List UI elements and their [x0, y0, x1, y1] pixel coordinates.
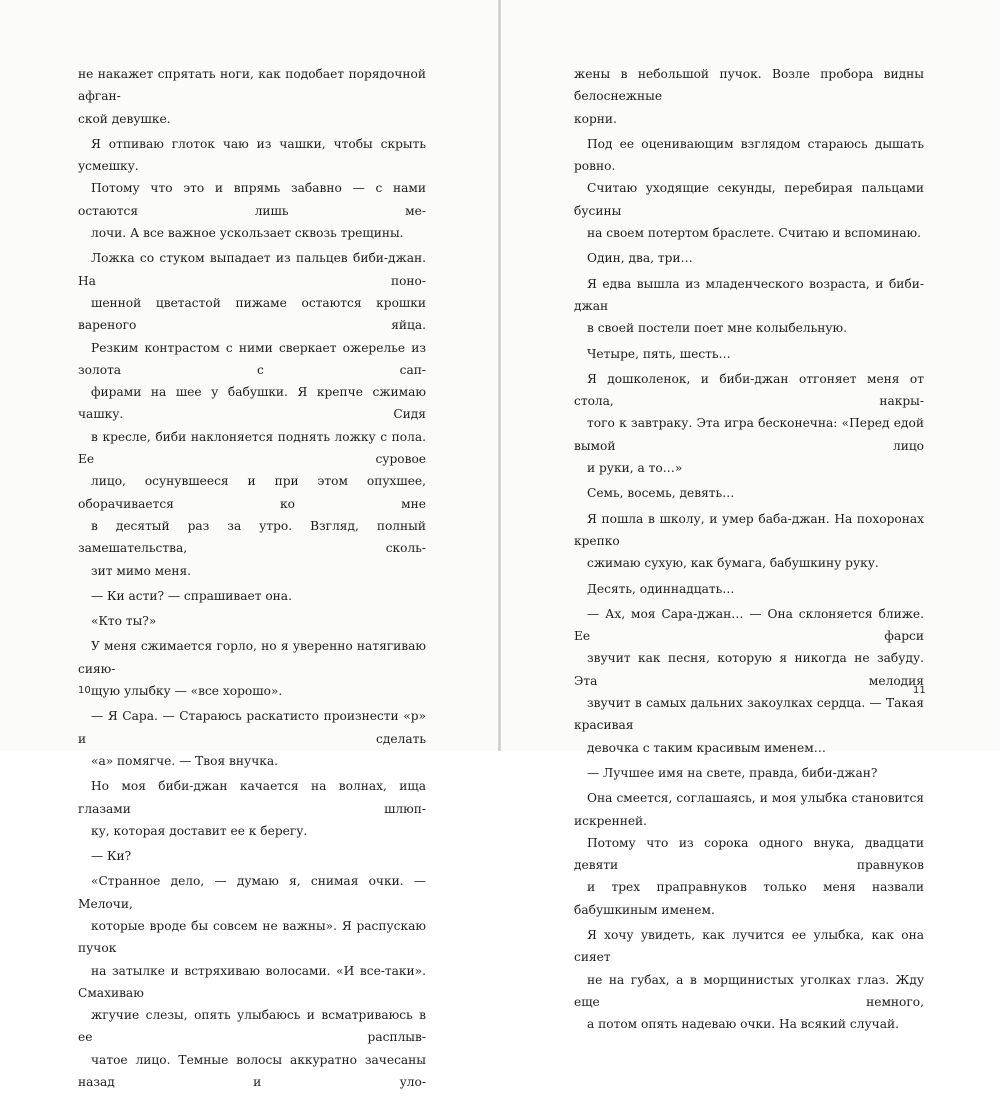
text-line: в своей постели поет мне колыбельную. [587, 321, 848, 336]
text-line: Четыре, пять, шесть… [587, 346, 731, 361]
paragraph [78, 63, 426, 130]
text-line: того к завтраку. Эта игра бесконечна: «Перед едой вымой лицо [574, 416, 924, 453]
text-line: фирами на шее у бабушки. Я крепче сжимаю чашку. Сидя [78, 385, 426, 422]
text-line: девочка с таким красивым именем… [587, 740, 826, 755]
text-line: Резким контрастом с ними сверкает ожерелье из золота с сап- [78, 340, 426, 377]
book-gutter [498, 0, 501, 751]
paragraph [574, 133, 924, 244]
text-line: «а» помягче. — Твоя внучка. [91, 753, 279, 768]
text-line: — Ки асти? — спрашивает она. [91, 588, 292, 603]
text-line: и руки, а то…» [587, 461, 683, 476]
text-line: Я отпиваю глоток чаю из чашки, чтобы скрыть усмешку. [78, 136, 426, 174]
paragraph [78, 133, 426, 244]
text-line: корни. [574, 111, 617, 126]
paragraph [574, 63, 924, 130]
text-line: Она смеется, соглашаясь, и моя улыбка становится искренней. [574, 791, 924, 828]
text-line: — Ки? [91, 849, 132, 864]
paragraph [574, 273, 924, 340]
text-line: шенной цветастой пижаме остаются крошки вареного яйца. [78, 295, 426, 333]
text-line: Я дошколенок, и биби-джан отгоняет меня от стола, накры- [574, 371, 924, 409]
text-line: Я едва вышла из младенческого возраста, и биби-джан [574, 276, 924, 313]
text-line: «Кто ты?» [91, 614, 157, 629]
paragraph [78, 870, 426, 1093]
text-line: У меня сжимается горло, но я уверенно натягиваю сияю- [78, 639, 426, 676]
paragraph [78, 845, 426, 867]
text-line: не накажет спрятать ноги, как подобает порядочной афган- [78, 67, 426, 104]
paragraph [78, 775, 426, 842]
text-line: Я пошла в школу, и умер баба-джан. На похоронах крепко [574, 511, 924, 548]
text-line: Потому что это и впрямь забавно — с нами остаются лишь ме- [78, 181, 426, 218]
text-line: щую улыбку — «все хорошо». [91, 684, 283, 699]
text-line: Один, два, три… [587, 251, 693, 266]
paragraph [574, 247, 924, 269]
paragraph [574, 924, 924, 1035]
paragraph [574, 787, 924, 921]
text-line: Считаю уходящие секунды, перебирая пальцами бусины [574, 181, 924, 218]
left-page [0, 0, 500, 1090]
paragraph [574, 482, 924, 504]
page-number: 11 [913, 685, 926, 696]
text-line: в кресле, биби наклоняется поднять ложку с пола. Ее суровое [78, 429, 426, 467]
text-line: лочи. А все важное ускользает сквозь трещины. [91, 226, 404, 241]
paragraph [574, 343, 924, 365]
right-page-text [574, 63, 924, 1038]
text-line: звучит как песня, которую я никогда не забуду. Эта мелодия [574, 651, 924, 688]
text-line: и трех праправнуков только меня назвали бабушкиным именем. [574, 880, 924, 917]
text-line: которые вроде бы совсем не важны». Я распускаю пучок [78, 918, 426, 956]
text-line: чатое лицо. Темные волосы аккуратно зачесаны назад и уло- [78, 1052, 426, 1090]
paragraph [574, 578, 924, 600]
paragraph [78, 247, 426, 581]
left-page-text [78, 63, 426, 1096]
right-page [500, 0, 1000, 1032]
text-line: Я хочу увидеть, как лучится ее улыбка, как она сияет [574, 927, 924, 965]
paragraph [78, 585, 426, 607]
text-line: сжимаю сухую, как бумага, бабушкину руку. [587, 556, 879, 571]
text-line: Под ее оценивающим взглядом стараюсь дышать ровно. [574, 136, 924, 174]
text-line: — Я Сара. — Стараюсь раскатисто произнести «р» и сделать [78, 709, 426, 746]
paragraph [78, 635, 426, 702]
text-line: «Странное дело, — думаю я, снимая очки. — Мелочи, [78, 874, 426, 911]
text-line: ской девушке. [78, 111, 171, 126]
paragraph [574, 603, 924, 759]
page-number: 10 [78, 685, 91, 696]
text-line: лицо, осунувшееся и при этом опухшее, оборачивается ко мне [78, 474, 426, 511]
text-line: Семь, восемь, девять… [587, 486, 735, 501]
text-line: на своем потертом браслете. Считаю и вспоминаю. [587, 226, 922, 241]
text-line: зит мимо меня. [91, 563, 192, 578]
text-line: ку, которая доставит ее к берегу. [91, 823, 308, 838]
text-line: — Ах, моя Сара-джан… — Она склоняется ближе. Ее фарси [574, 606, 924, 644]
paragraph [78, 705, 426, 772]
text-line: в десятый раз за утро. Взгляд, полный замешательства, сколь- [78, 518, 426, 556]
text-line: Потому что из сорока одного внука, двадцати девяти правнуков [574, 835, 924, 873]
paragraph [574, 762, 924, 784]
text-line: жгучие слезы, опять улыбаюсь и всматриваюсь в ее расплыв- [78, 1008, 426, 1045]
paragraph [78, 610, 426, 632]
text-line: звучит в самых дальних закоулках сердца. — Такая красивая [574, 696, 924, 733]
text-line: не на губах, а в морщинистых уголках глаз. Жду еще немного, [574, 972, 924, 1009]
paragraph [574, 368, 924, 479]
paragraph [574, 508, 924, 575]
text-line: на затылке и встряхиваю волосами. «И все-таки». Смахиваю [78, 963, 426, 1000]
text-line: Ложка со стуком выпадает из пальцев биби-джан. На поно- [78, 251, 426, 288]
text-line: жены в небольшой пучок. Возле пробора видны белоснежные [574, 67, 924, 104]
text-line: а потом опять надеваю очки. На всякий случай. [587, 1017, 899, 1032]
text-line: Десять, одиннадцать… [587, 581, 735, 596]
text-line: — Лучшее имя на свете, правда, биби-джан? [587, 765, 878, 780]
text-line: Но моя биби-джан качается на волнах, ища глазами шлюп- [78, 779, 426, 816]
